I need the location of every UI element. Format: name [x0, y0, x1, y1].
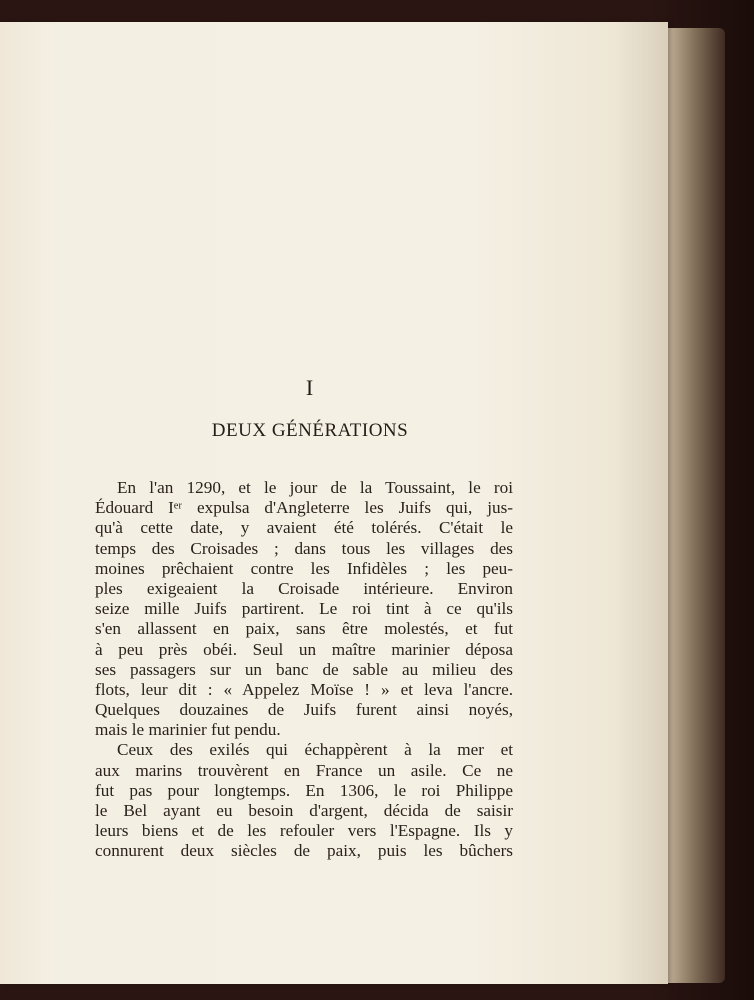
text-line: Édouard Iᵉʳ expulsa d'Angleterre les Juifs qui, jus- [95, 498, 513, 518]
text-line: Ceux des exilés qui échappèrent à la mer et [117, 740, 513, 760]
text-line: seize mille Juifs partirent. Le roi tint à ce qu'ils [95, 599, 513, 619]
text-line: En l'an 1290, et le jour de la Toussaint, le roi [117, 478, 513, 497]
text-line: le Bel ayant eu besoin d'argent, décida de saisir [95, 801, 513, 820]
text-line: leurs biens et de les refouler vers l'Espagne. Ils y [95, 821, 513, 841]
body-text [95, 478, 513, 862]
chapter-number: I [305, 375, 315, 400]
text-line: fut pas pour longtemps. En 1306, le roi Philippe [95, 780, 513, 800]
text-line: ples exigeaient la Croisade intérieure. Environ [95, 578, 513, 598]
text-line: flots, leur dit : « Appelez Moïse ! » et leva l'ancre. [95, 679, 513, 699]
text-line: connurent deux siècles de paix, puis les bûchers [95, 841, 513, 861]
text-line: Quelques douzaines de Juifs furent ainsi noyés, [95, 700, 513, 720]
text-line: moines prêchaient contre les Infidèles ; les peu- [95, 558, 513, 578]
text-line: temps des Croisades ; dans tous les villages des [95, 538, 513, 558]
text-line: ses passagers sur un banc de sable au milieu des [95, 659, 513, 679]
text-line: à peu près obéi. Seul un maître marinier déposa [95, 639, 513, 659]
text-line: qu'à cette date, y avaient été tolérés. C'était le [95, 518, 513, 538]
text-line: aux marins trouvèrent en France un asile. Ce ne [95, 760, 513, 780]
text-line: mais le marinier fut pendu. [95, 720, 281, 740]
text-line: s'en allassent en paix, sans être molestés, et fut [95, 619, 513, 639]
chapter-title: DEUX GÉNÉRATIONS [211, 420, 409, 441]
book-page [0, 22, 668, 984]
